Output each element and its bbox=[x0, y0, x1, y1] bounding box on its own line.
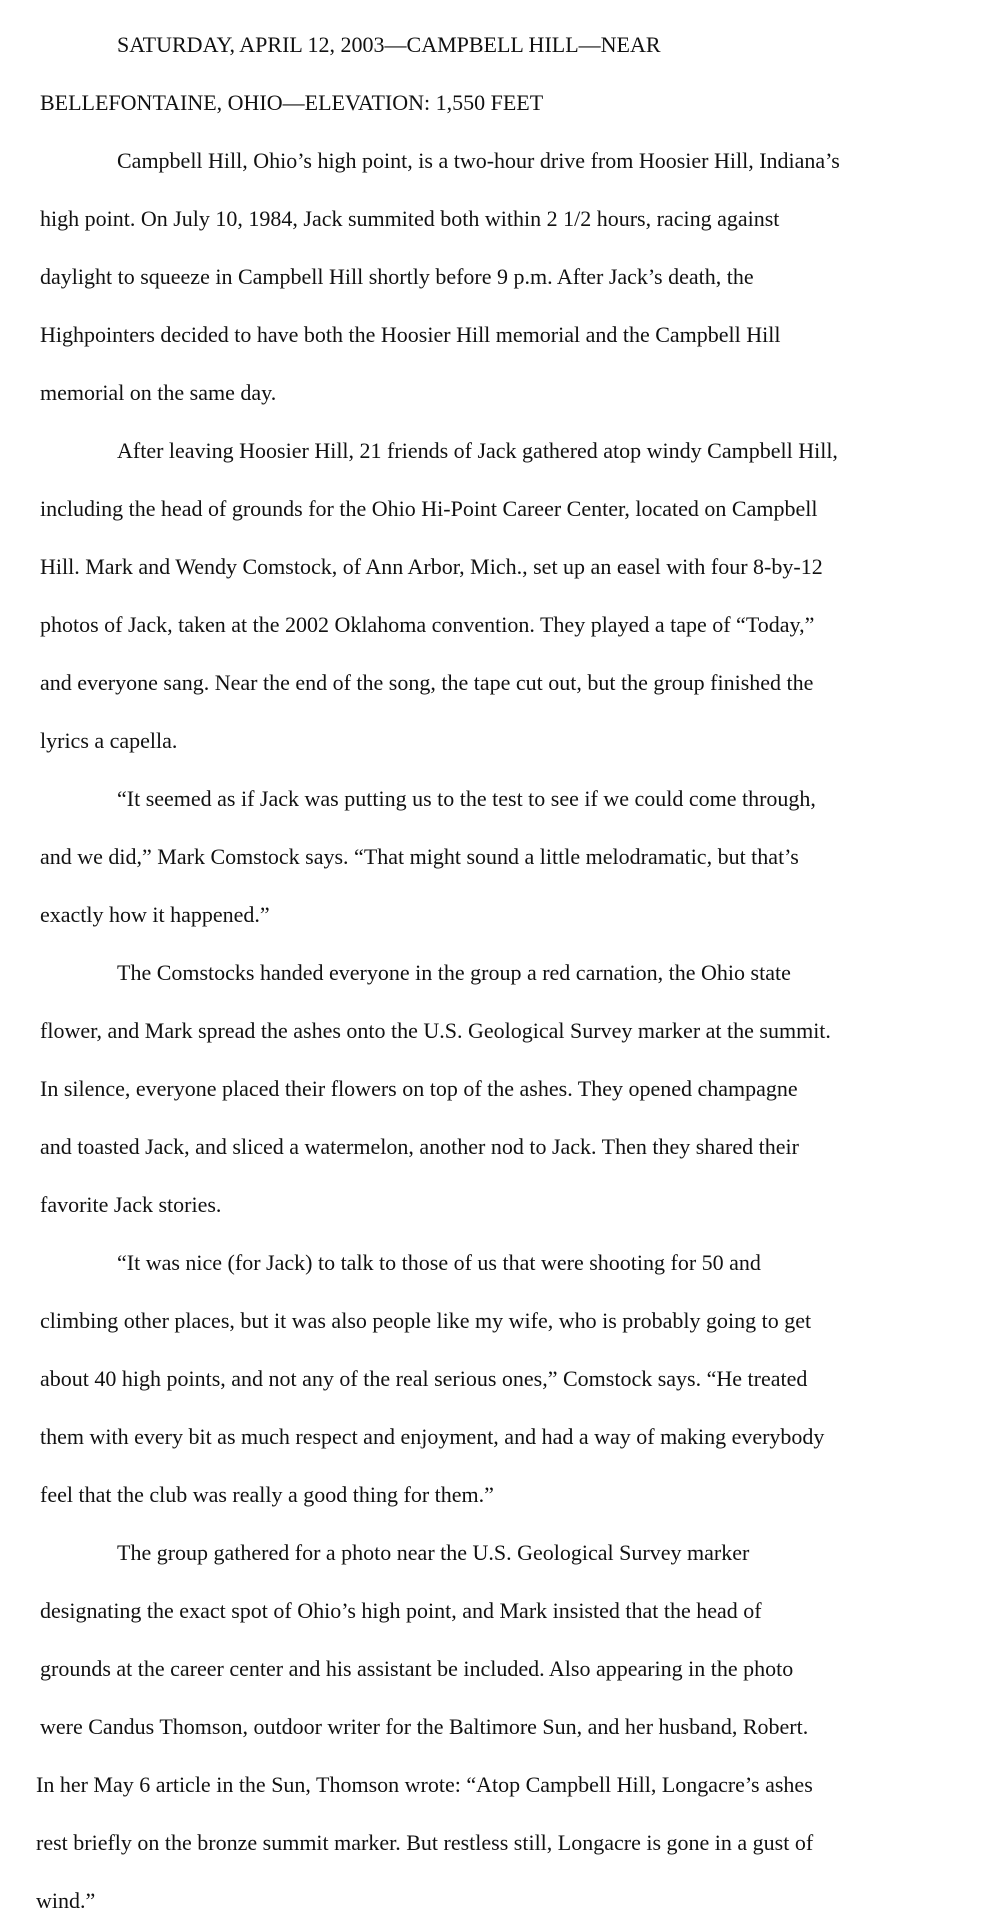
paragraph-line: The group gathered for a photo near the U.S. Geological Survey marker bbox=[117, 1540, 750, 1565]
paragraph-line: rest briefly on the bronze summit marker. But restless still, Longacre is gone in a gust of bbox=[36, 1830, 814, 1855]
paragraph-line: daylight to squeeze in Campbell Hill shortly before 9 p.m. After Jack’s death, the bbox=[40, 264, 754, 289]
paragraph-line: exactly how it happened.” bbox=[40, 902, 270, 927]
paragraph-line: Hill. Mark and Wendy Comstock, of Ann Arbor, Mich., set up an easel with four 8-by-12 bbox=[40, 554, 823, 579]
paragraph-carnations bbox=[40, 944, 965, 1234]
paragraph-line: climbing other places, but it was also people like my wife, who is probably going to get bbox=[40, 1308, 812, 1333]
paragraph-line: Campbell Hill, Ohio’s high point, is a two-hour drive from Hoosier Hill, Indiana’s bbox=[117, 148, 840, 173]
paragraph-gathering bbox=[40, 422, 965, 770]
paragraph-line: feel that the club was really a good thing for them.” bbox=[40, 1482, 494, 1507]
paragraph-line: favorite Jack stories. bbox=[40, 1192, 222, 1217]
paragraph-line: In silence, everyone placed their flowers on top of the ashes. They opened champagne bbox=[40, 1076, 798, 1101]
paragraph-line: including the head of grounds for the Ohio Hi-Point Career Center, located on Campbell bbox=[40, 496, 818, 521]
paragraph-line: lyrics a capella. bbox=[40, 728, 178, 753]
paragraph-line: and toasted Jack, and sliced a watermelon, another nod to Jack. Then they shared their bbox=[40, 1134, 799, 1159]
paragraph-line: After leaving Hoosier Hill, 21 friends of Jack gathered atop windy Campbell Hill, bbox=[117, 438, 838, 463]
section-heading bbox=[40, 16, 965, 132]
paragraph-line: high point. On July 10, 1984, Jack summited both within 2 1/2 hours, racing against bbox=[40, 206, 780, 231]
paragraph-line: In her May 6 article in the Sun, Thomson wrote: “Atop Campbell Hill, Longacre’s ashes bbox=[36, 1772, 813, 1797]
heading-line: BELLEFONTAINE, OHIO—ELEVATION: 1,550 FEET bbox=[40, 90, 544, 115]
paragraph-line: “It seemed as if Jack was putting us to the test to see if we could come through, bbox=[117, 786, 816, 811]
paragraph-line: and everyone sang. Near the end of the song, the tape cut out, but the group finished the bbox=[40, 670, 814, 695]
paragraph-comstock-quote-1 bbox=[40, 770, 965, 944]
paragraph-line: were Candus Thomson, outdoor writer for the Baltimore Sun, and her husband, Robert. bbox=[40, 1714, 809, 1739]
paragraph-line: flower, and Mark spread the ashes onto the U.S. Geological Survey marker at the summit. bbox=[40, 1018, 831, 1043]
paragraph-line: grounds at the career center and his assistant be included. Also appearing in the photo bbox=[40, 1656, 794, 1681]
paragraph-line: designating the exact spot of Ohio’s high point, and Mark insisted that the head of bbox=[40, 1598, 762, 1623]
paragraph-line: them with every bit as much respect and enjoyment, and had a way of making everybody bbox=[40, 1424, 825, 1449]
paragraph-line: wind.” bbox=[36, 1888, 96, 1913]
paragraph-campbell-hill-intro bbox=[40, 132, 965, 422]
paragraph-line: memorial on the same day. bbox=[40, 380, 277, 405]
paragraph-group-photo bbox=[36, 1524, 965, 1930]
paragraph-line: photos of Jack, taken at the 2002 Oklahoma convention. They played a tape of “Today,” bbox=[40, 612, 815, 637]
paragraph-line: and we did,” Mark Comstock says. “That might sound a little melodramatic, but that’s bbox=[40, 844, 799, 869]
paragraph-line: about 40 high points, and not any of the real serious ones,” Comstock says. “He treated bbox=[40, 1366, 808, 1391]
paragraph-line: Highpointers decided to have both the Hoosier Hill memorial and the Campbell Hill bbox=[40, 322, 781, 347]
heading-line: SATURDAY, APRIL 12, 2003—CAMPBELL HILL—NEAR bbox=[117, 32, 661, 57]
paragraph-comstock-quote-2 bbox=[40, 1234, 965, 1524]
paragraph-line: The Comstocks handed everyone in the group a red carnation, the Ohio state bbox=[117, 960, 791, 985]
paragraph-line: “It was nice (for Jack) to talk to those of us that were shooting for 50 and bbox=[117, 1250, 761, 1275]
